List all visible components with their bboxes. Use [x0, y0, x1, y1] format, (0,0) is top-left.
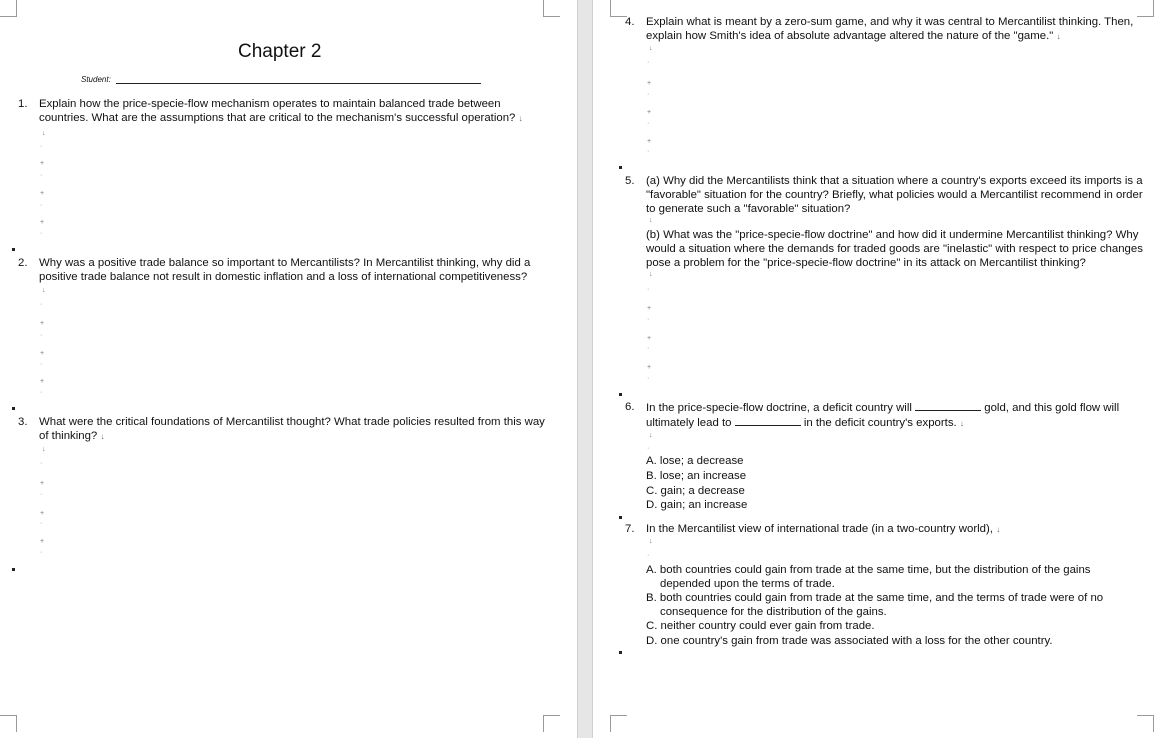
crop-mark-bottom-left [610, 715, 627, 732]
crop-mark-bottom-right [1137, 715, 1154, 732]
paragraph-mark [12, 248, 15, 251]
paragraph-mark [619, 166, 622, 169]
crop-mark-top-right [543, 0, 560, 17]
question-number: 2. [18, 257, 28, 269]
question-number: 7. [625, 523, 635, 535]
answer-option[interactable]: C. neither country could ever gain from trade. [646, 620, 875, 632]
answer-option[interactable]: A. lose; a decrease [646, 455, 744, 467]
crop-mark-bottom-left [0, 715, 17, 732]
answer-option[interactable]: B. lose; an increase [646, 470, 747, 482]
answer-option[interactable]: D. gain; an increase [646, 499, 748, 511]
page-gutter [577, 0, 593, 738]
student-label: Student: [81, 75, 111, 84]
question-number: 4. [625, 16, 635, 28]
question-number: 3. [18, 416, 28, 428]
question-number: 1. [18, 98, 28, 110]
question-text: Explain how the price-specie-flow mechanism operates to maintain balanced trade between countries. What are the assumptions that are critical to the mechanism's successful operation? ↓ [39, 98, 523, 124]
question-number: 5. [625, 175, 635, 187]
answer-option[interactable]: B. both countries could gain from trade at the same time, and the terms of trade were of no [646, 592, 1104, 604]
answer-option[interactable]: A. both countries could gain from trade at the same time, but the distribution of the gains [646, 564, 1091, 576]
answer-option-continuation: depended upon the terms of trade. [660, 578, 835, 590]
paragraph-mark [619, 651, 622, 654]
question-text-part-b: (b) What was the "price-specie-flow doctrine" and how did it undermine Mercantilist thinking? Why would a situation where the demands for traded goods are "inelastic" with respect to price changes pose a problem for the "price-specie-flow doctrine" in its attack on Mercantilist thinking? [646, 229, 1143, 269]
paragraph-mark [12, 568, 15, 571]
document-page-right: 4. Explain what is meant by a zero-sum game, and why it was central to Mercantilist thinking. Then, explain how Smith's idea of absolute advantage altered the nature of the "game." ↓ ↓ · + · + · + · 5. (a) Why did the Mercantilists think that a situation where a country's exports exceed its imports is a "favorable" situation for the country? Briefly, what policies would a Mercantilist recommend in order to generate such a "favorable" situation? ↓ (b) What was the "price-specie-flow doctrine" and how did it undermine Mercantilist thinking? Why would a situation where the demands for traded goods are "inelastic" with respect to price changes pose a problem for the "price-specie-flow doctrine" in its attack on Mercantilist thinking? ↓ · + · + · + · 6. In the price-specie-flow doctrine, a deficit country will gold, and this gold flow will ultimately lead to in the deficit country's exports. ↓ ↓ · A. lose; a decrease B. lose; an increase C. gain; a decrease D. gain; an increase 7. In the Mercantilist view of international trade (in a two-country world), ↓ ↓ · A. both countries could gain from trade at the same time, but the distribution of the gains depended upon the terms of trade. B. both countries could gain from trade at the same time, and the terms of trade were of no consequence for the distribution of the gains. C. neither country could ever gain from trade. D. one country's gain from trade was associated with a loss for the other country. [593, 0, 1171, 738]
paragraph-mark [619, 516, 622, 519]
document-page-left: Chapter 2 Student: 1. Explain how the price-specie-flow mechanism operates to maintain balanced trade between countries. What are the assumptions that are critical to the mechanism's successful operation? ↓ ↓ · + · + · + · 2. Why was a positive trade balance so important to Mercantilists? In Mercantilist thinking, why did a positive trade balance not result in domestic inflation and a loss of international competitiveness? ↓ · + · + · + · 3. What were the critical foundations of Mercantilist thought? What trade policies resulted from this way of thinking? ↓ ↓ · + · + · + · [0, 0, 577, 738]
question-text: Explain what is meant by a zero-sum game, and why it was central to Mercantilist thinking. Then, explain how Smith's idea of absolute advantage altered the nature of the "game." ↓ [646, 16, 1134, 42]
page-title: Chapter 2 [238, 41, 322, 62]
answer-blank[interactable] [915, 400, 981, 411]
paragraph-mark [12, 407, 15, 410]
paragraph-mark [619, 393, 622, 396]
crop-mark-top-left [0, 0, 17, 17]
answer-blank[interactable] [735, 415, 801, 426]
question-number: 6. [625, 401, 635, 413]
question-text-part-a: (a) Why did the Mercantilists think that a situation where a country's exports exceed its imports is a "favorable" situation for the country? Briefly, what policies would a Mercantilist recommend in order to generate such a "favorable" situation? [646, 175, 1143, 215]
answer-option[interactable]: D. one country's gain from trade was associated with a loss for the other country. [646, 635, 1053, 647]
question-text: Why was a positive trade balance so important to Mercantilists? In Mercantilist thinking, why did a positive trade balance not result in domestic inflation and a loss of international competitiveness? [39, 257, 531, 283]
answer-option[interactable]: C. gain; a decrease [646, 485, 745, 497]
question-text: In the price-specie-flow doctrine, a deficit country will gold, and this gold flow will ultimately lead to in the deficit country's exports. ↓ [646, 402, 1120, 429]
answer-option-continuation: consequence for the distribution of the gains. [660, 606, 887, 618]
question-text: In the Mercantilist view of international trade (in a two-country world), ↓ [646, 523, 1001, 535]
question-text: What were the critical foundations of Mercantilist thought? What trade policies resulted from this way of thinking? ↓ [39, 416, 545, 442]
student-name-field[interactable] [116, 83, 481, 84]
crop-mark-bottom-right [543, 715, 560, 732]
